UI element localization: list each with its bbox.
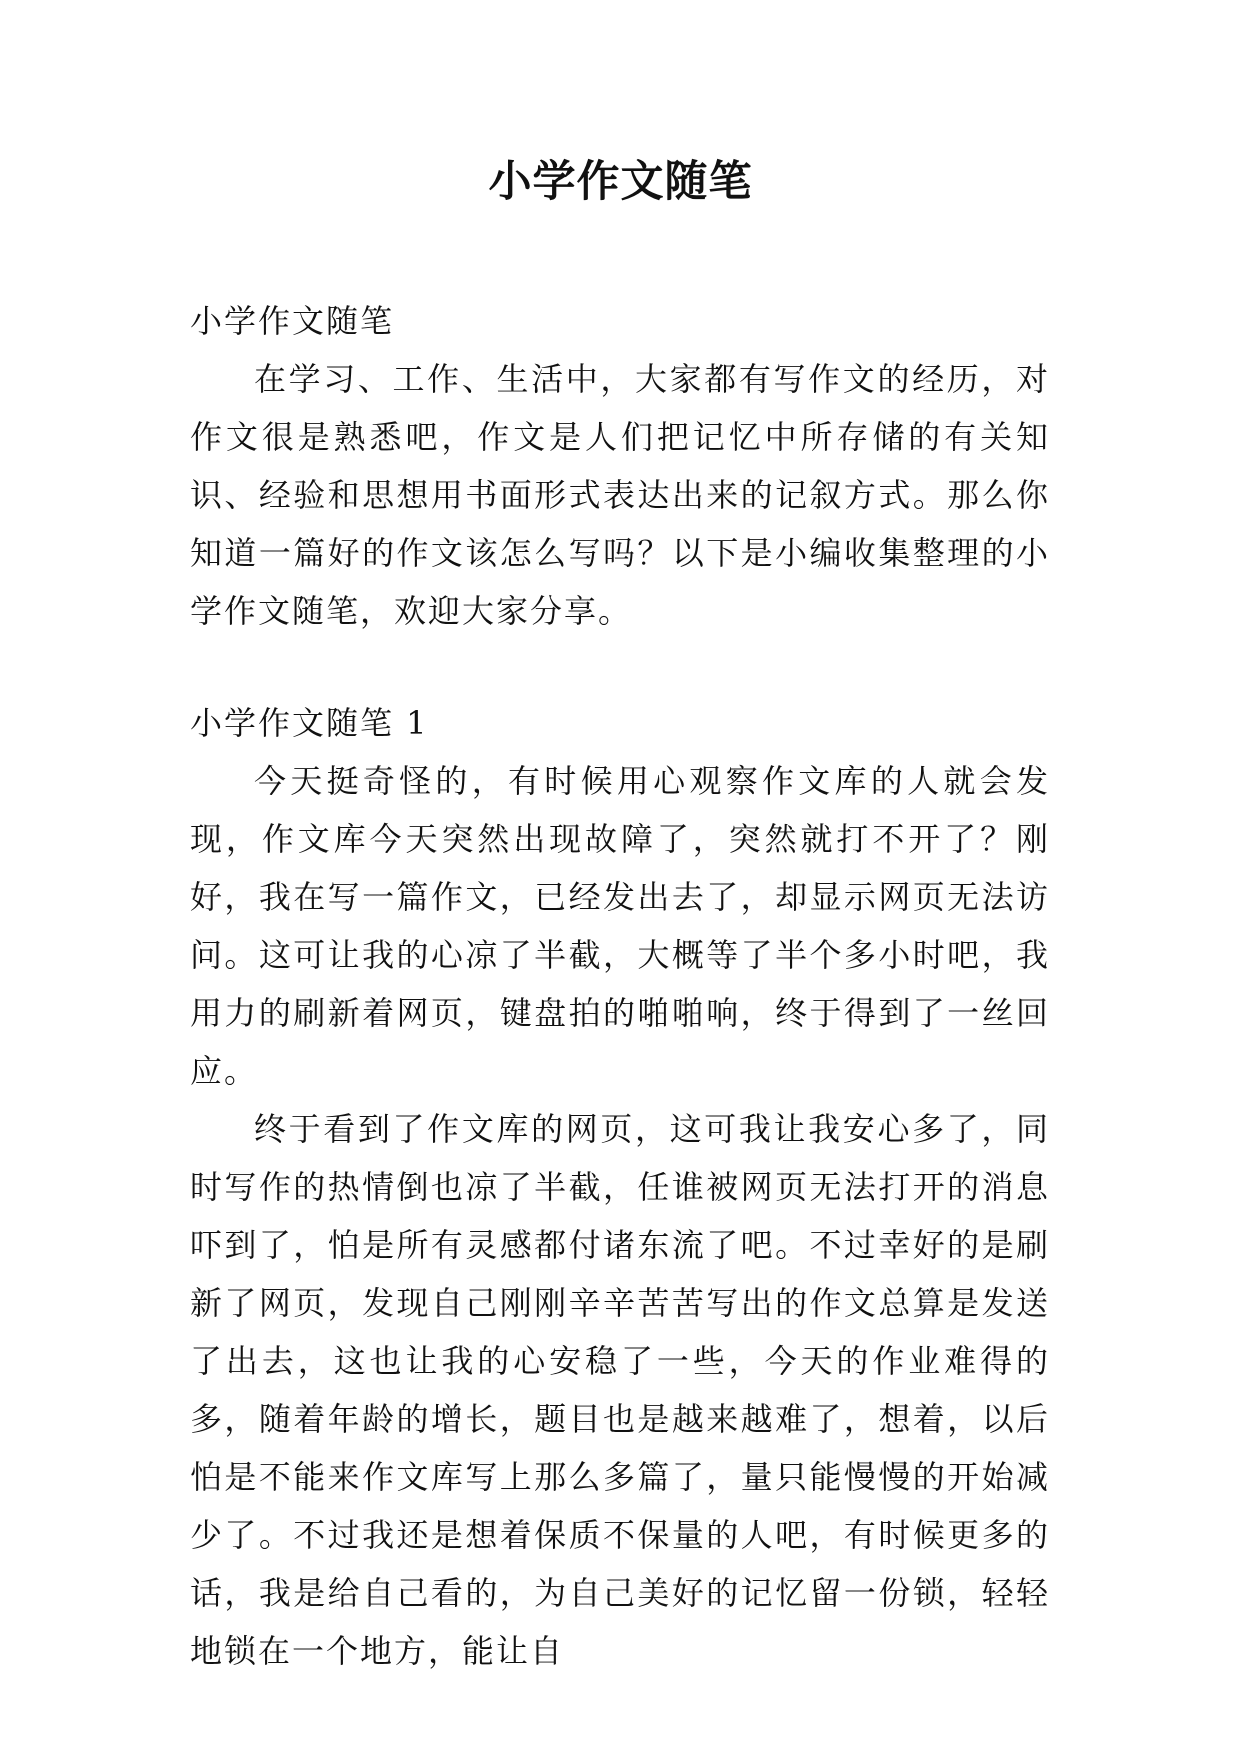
section-spacer [190,640,1050,694]
section-1-paragraph-2: 终于看到了作文库的网页，这可我让我安心多了，同时写作的热情倒也凉了半截，任谁被网页无法打开的消息吓到了，怕是所有灵感都付诸东流了吧。不过幸好的是刷新了网页，发现自己刚刚辛辛苦苦写出的作文总算是发送了出去，这也让我的心安稳了一些，今天的作业难得的多，随着年龄的增长，题目也是越来越难了，想着，以后怕是不能来作文库写上那么多篇了，量只能慢慢的开始减少了。不过我还是想着保质不保量的人吧，有时候更多的话，我是给自己看的，为自己美好的记忆留一份锁，轻轻地锁在一个地方，能让自 [190,1110,1050,1670]
intro-paragraph: 在学习、工作、生活中，大家都有写作文的经历，对作文很是熟悉吧，作文是人们把记忆中所存储的有关知识、经验和思想用书面形式表达出来的记叙方式。那么你知道一篇好的作文该怎么写吗？以下是小编收集整理的小学作文随笔，欢迎大家分享。 [190,360,1050,630]
section-1-paragraph-1: 今天挺奇怪的，有时候用心观察作文库的人就会发现，作文库今天突然出现故障了，突然就打不开了？刚好，我在写一篇作文，已经发出去了，却显示网页无法访问。这可让我的心凉了半截，大概等了半个多小时吧，我用力的刷新着网页，键盘拍的啪啪响，终于得到了一丝回应。 [190,762,1050,1090]
document-body [190,292,1050,1680]
document-title: 小学作文随笔 [488,157,753,207]
section-1-heading: 小学作文随笔 1 [190,704,429,742]
intro-heading: 小学作文随笔 [190,302,395,340]
